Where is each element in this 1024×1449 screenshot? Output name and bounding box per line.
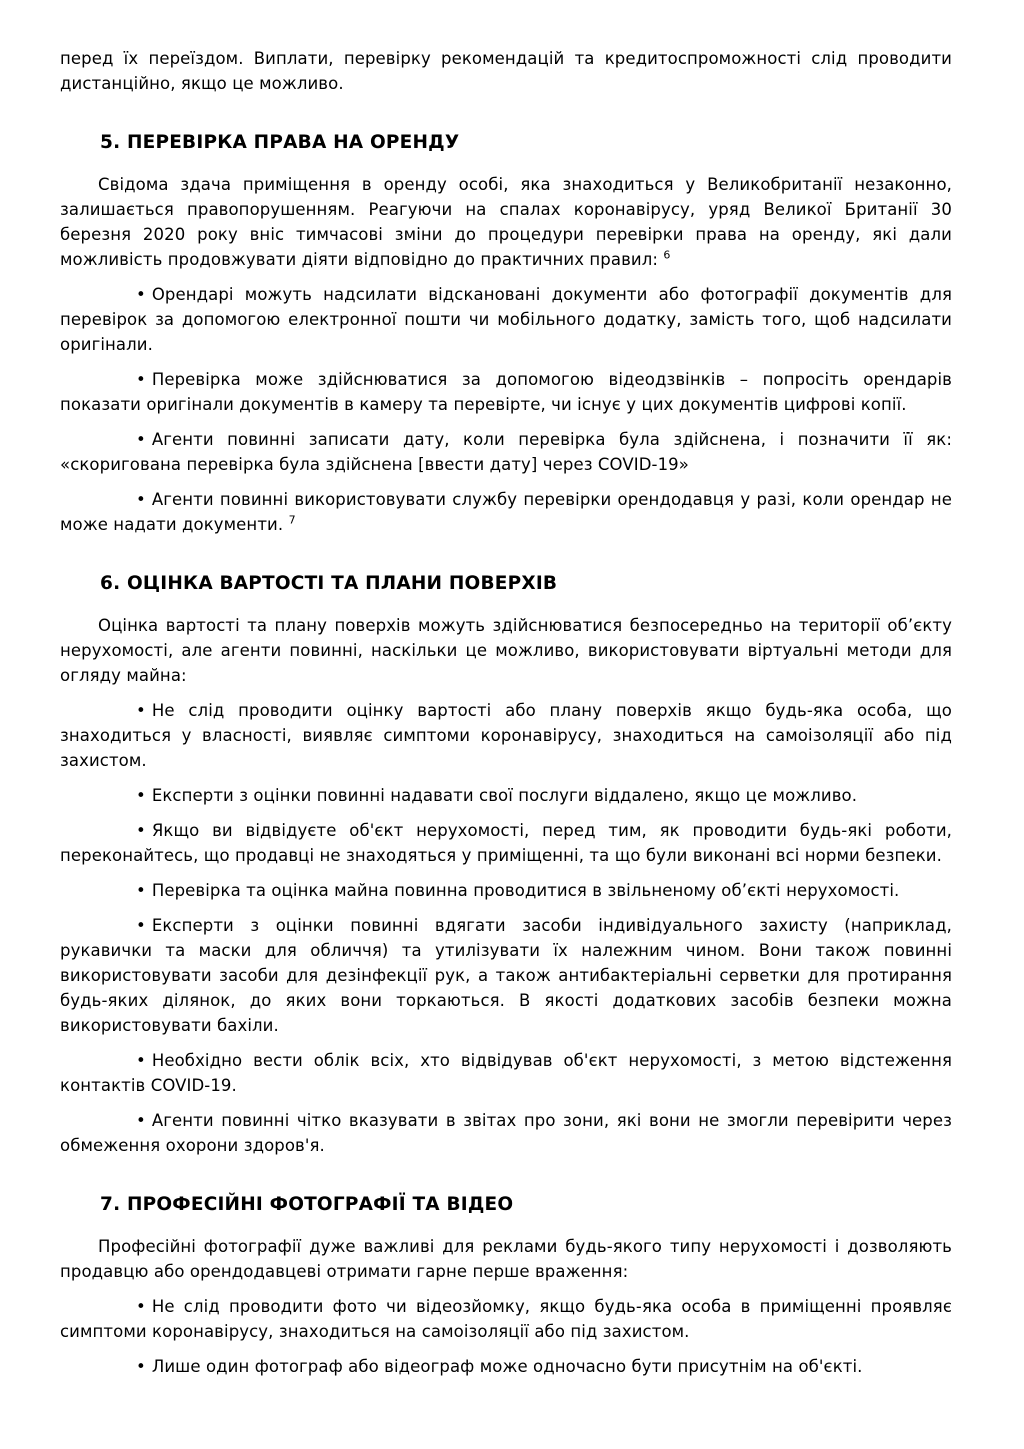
bullet-marker: • bbox=[136, 881, 146, 900]
bullet-marker: • bbox=[136, 285, 146, 304]
bullet-text: Не слід проводити оцінку вартості або плану поверхів якщо будь-яка особа, що знаходиться у власності, виявляє симптоми коронавірусу, знаходиться на самоізоляції або під захистом. bbox=[60, 701, 952, 770]
bullet-item bbox=[60, 1108, 952, 1158]
section-intro-paragraph bbox=[60, 1234, 952, 1284]
bullet-marker: • bbox=[136, 1357, 146, 1376]
section-intro-text: Оцінка вартості та плану поверхів можуть здійснюватися безпосередньо на території об’єкту нерухомості, але агенти повинні, наскільки це можливо, використовувати віртуальні методи для огляду майна: bbox=[60, 616, 952, 685]
bullet-item bbox=[60, 783, 952, 808]
continuation-paragraph-text: перед їх переїздом. Виплати, перевірку рекомендацій та кредитоспроможності слід проводити дистанційно, якщо це можливо. bbox=[60, 49, 952, 93]
bullet-text: Експерти з оцінки повинні вдягати засоби індивідуального захисту (наприклад, рукавички та маски для обличчя) та утилізувати їх належним чином. Вони також повинні використовувати засоби для дезінфекції рук, а також антибактеріальні серветки для протирання будь-яких ділянок, до яких вони торкаються. В якості додаткових засобів безпеки можна використовувати бахіли. bbox=[60, 916, 952, 1035]
bullet-marker: • bbox=[136, 1051, 146, 1070]
bullet-text: Лише один фотограф або відеограф може одночасно бути присутнім на об'єкті. bbox=[151, 1357, 863, 1376]
bullet-text: Перевірка та оцінка майна повинна проводитися в звільненому об’єкті нерухомості. bbox=[151, 881, 900, 900]
bullet-item bbox=[60, 878, 952, 903]
section-intro-text: Професійні фотографії дуже важливі для реклами будь-якого типу нерухомості і дозволяють продавцю або орендодавцеві отримати гарне перше враження: bbox=[60, 1237, 952, 1281]
bullet-item bbox=[60, 367, 952, 417]
bullet-item bbox=[60, 913, 952, 1038]
continuation-paragraph bbox=[60, 46, 952, 96]
bullet-text: Агенти повинні чітко вказувати в звітах про зони, які вони не змогли перевірити через обмеження охорони здоров'я. bbox=[60, 1111, 952, 1155]
section-valuations-floor-plans bbox=[60, 571, 952, 1158]
bullet-text: Агенти повинні записати дату, коли перевірка була здійснена, і позначити її як: «скоригована перевірка була здійснена [ввести дату] через COVID-19» bbox=[60, 430, 952, 474]
section-intro-paragraph bbox=[60, 172, 952, 272]
section-heading: 5. ПЕРЕВІРКА ПРАВА НА ОРЕНДУ bbox=[100, 132, 460, 153]
section-photos-video bbox=[60, 1192, 952, 1379]
section-right-to-rent bbox=[60, 130, 952, 537]
bullet-marker: • bbox=[136, 1297, 146, 1316]
bullet-text: Необхідно вести облік всіх, хто відвідував об'єкт нерухомості, з метою відстеження контактів COVID-19. bbox=[60, 1051, 952, 1095]
bullet-marker: • bbox=[136, 430, 146, 449]
bullet-item bbox=[60, 1048, 952, 1098]
bullet-text: Якщо ви відвідуєте об'єкт нерухомості, перед тим, як проводити будь-які роботи, переконайтесь, що продавці не знаходяться у приміщенні, та що були виконані всі норми безпеки. bbox=[60, 821, 952, 865]
section-intro-paragraph bbox=[60, 613, 952, 688]
section-heading: 6. ОЦІНКА ВАРТОСТІ ТА ПЛАНИ ПОВЕРХІВ bbox=[100, 573, 558, 594]
bullet-text: Не слід проводити фото чи відеозйомку, якщо будь-яка особа в приміщенні проявляє симптоми коронавірусу, знаходиться на самоізоляції або під захистом. bbox=[60, 1297, 952, 1341]
bullet-marker: • bbox=[136, 701, 146, 720]
footnote-ref: 6 bbox=[663, 248, 671, 262]
section-intro-text: Свідома здача приміщення в оренду особі, яка знаходиться у Великобританії незаконно, залишається правопорушенням. Реагуючи на спалах коронавірусу, уряд Великої Британії 30 березня 2020 року вніс тимчасові зміни до процедури перевірки права на оренду, які дали можливість продовжувати діяти відповідно до практичних правил: bbox=[60, 175, 952, 269]
bullet-marker: • bbox=[136, 1111, 146, 1130]
bullet-item bbox=[60, 487, 952, 537]
bullet-marker: • bbox=[136, 786, 146, 805]
bullet-marker: • bbox=[136, 490, 146, 509]
section-heading: 7. ПРОФЕСІЙНІ ФОТОГРАФІЇ ТА ВІДЕО bbox=[100, 1194, 514, 1215]
bullet-marker: • bbox=[136, 821, 146, 840]
bullet-marker: • bbox=[136, 370, 146, 389]
bullet-marker: • bbox=[136, 916, 146, 935]
bullet-item bbox=[60, 1294, 952, 1344]
bullet-text: Експерти з оцінки повинні надавати свої послуги віддалено, якщо це можливо. bbox=[151, 786, 858, 805]
bullet-item bbox=[60, 427, 952, 477]
bullet-text: Перевірка може здійснюватися за допомогою відеодзвінків – попросіть орендарів показати оригінали документів в камеру та перевірте, чи існує у цих документів цифрові копії. bbox=[60, 370, 952, 414]
footnote-ref: 7 bbox=[288, 513, 296, 527]
bullet-text: Агенти повинні використовувати службу перевірки орендодавця у разі, коли орендар не може надати документи. bbox=[60, 490, 952, 534]
bullet-item bbox=[60, 1354, 952, 1379]
bullet-item bbox=[60, 282, 952, 357]
bullet-item bbox=[60, 698, 952, 773]
bullet-item bbox=[60, 818, 952, 868]
bullet-text: Орендарі можуть надсилати відскановані документи або фотографії документів для перевірок за допомогою електронної пошти чи мобільного додатку, замість того, щоб надсилати оригінали. bbox=[60, 285, 952, 354]
